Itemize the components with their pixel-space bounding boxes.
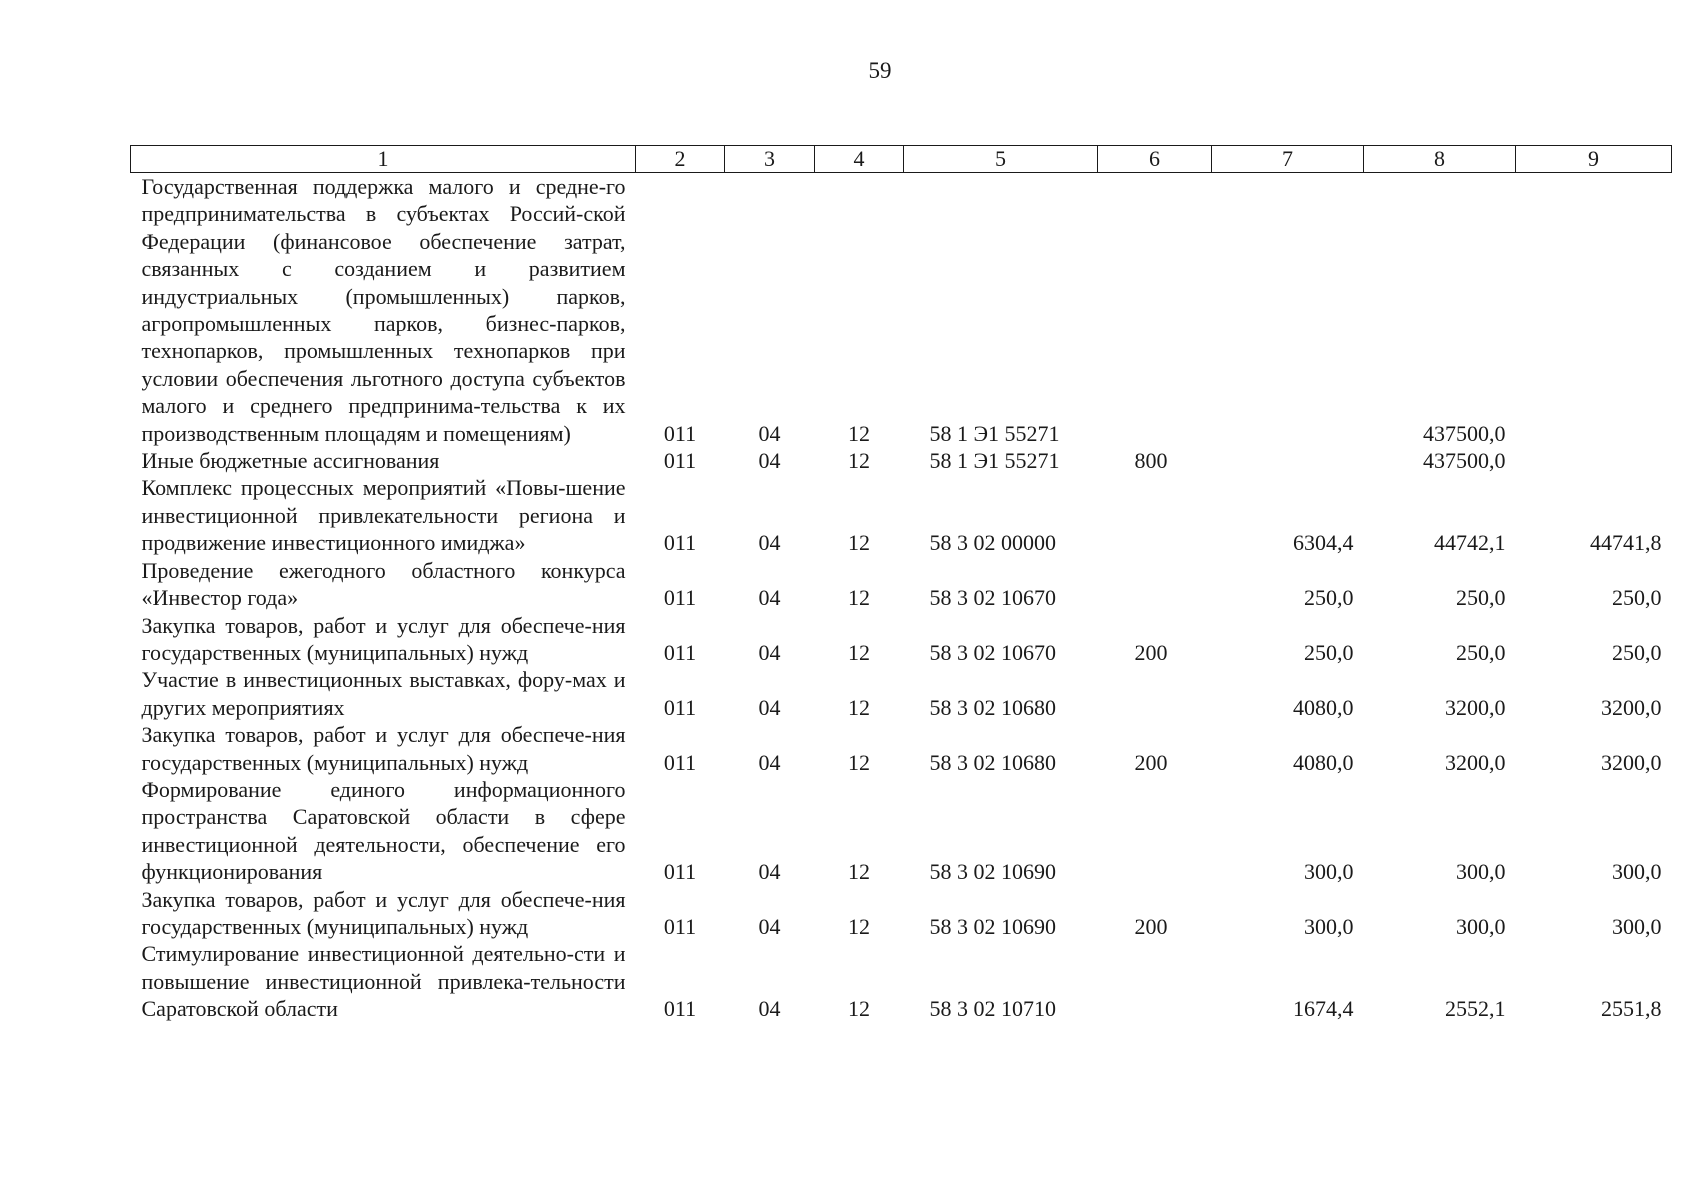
ministry-code: 011: [663, 913, 697, 939]
subsection-code: 12: [848, 996, 870, 1022]
section-code: 04: [758, 694, 781, 720]
table-row: [131, 474, 1672, 556]
column-header-3: 3: [725, 146, 815, 173]
target-article-code: 58 3 02 10680: [929, 749, 1056, 775]
row-name: Закупка товаров, работ и услуг для обеспече-ния государственных (муниципальных) нужд: [141, 886, 626, 939]
section-code: 04: [758, 749, 781, 775]
subsection-code: 12: [848, 448, 870, 474]
row-name: Формирование единого информационного пространства Саратовской области в сфере инвестиционной деятельности, обеспечение его функционирования: [141, 776, 626, 885]
row-name: Участие в инвестиционных выставках, фору-мах и других мероприятиях: [141, 667, 626, 720]
ministry-code: 011: [663, 420, 697, 446]
row-name: Закупка товаров, работ и услуг для обеспече-ния государственных (муниципальных) нужд: [141, 612, 626, 665]
expense-type-code: [1098, 557, 1212, 612]
ministry-code: 011: [663, 749, 697, 775]
subsection-code: 12: [848, 913, 870, 939]
column-header-7: 7: [1212, 146, 1364, 173]
amount-col-8: 437500,0: [1423, 448, 1506, 474]
row-name: Государственная поддержка малого и средне-го предпринимательства в субъектах Россий-ской Федерации (финансовое обеспечение затрат, связанных с созданием и развитием индустриальных (промышленных) парков, агропромышленных парков, бизнес-парков, технопарков, промышленных технопарков при условии обеспечения льготного доступа субъектов малого и среднего предпринима-тельства к их производственным площадям и помещениям): [141, 174, 626, 446]
row-name: Иные бюджетные ассигнования: [141, 448, 440, 474]
section-code: 04: [758, 639, 781, 665]
amount-col-9: 3200,0: [1601, 749, 1662, 775]
amount-col-8: 300,0: [1456, 913, 1506, 939]
column-header-1: 1: [131, 146, 636, 173]
section-code: 04: [758, 585, 781, 611]
amount-col-7: 4080,0: [1293, 749, 1354, 775]
subsection-code: 12: [848, 694, 870, 720]
amount-col-7: 4080,0: [1293, 694, 1354, 720]
column-header-5: 5: [904, 146, 1098, 173]
expense-type-code: [1098, 776, 1212, 886]
amount-col-7: 1674,4: [1293, 996, 1354, 1022]
amount-col-7: [1212, 447, 1364, 474]
row-name: Комплекс процессных мероприятий «Повы-шение инвестиционной привлекательности региона и продвижение инвестиционного имиджа»: [141, 475, 626, 556]
amount-col-7: 250,0: [1304, 585, 1354, 611]
expense-type-code: 200: [1134, 749, 1168, 775]
table-row: [131, 666, 1672, 721]
amount-col-7: [1212, 173, 1364, 448]
amount-col-7: 300,0: [1304, 913, 1354, 939]
column-header-8: 8: [1364, 146, 1516, 173]
amount-col-9: 3200,0: [1601, 694, 1662, 720]
amount-col-8: 3200,0: [1445, 749, 1506, 775]
row-name: Проведение ежегодного областного конкурса «Инвестор года»: [141, 557, 626, 611]
ministry-code: 011: [663, 694, 697, 720]
amount-col-8: 300,0: [1456, 859, 1506, 885]
section-code: 04: [758, 530, 781, 556]
amount-col-9: 250,0: [1612, 585, 1662, 611]
ministry-code: 011: [663, 859, 697, 885]
budget-table: [130, 145, 1672, 1023]
column-header-2: 2: [636, 146, 725, 173]
table-row: [131, 721, 1672, 776]
amount-col-9: 44741,8: [1590, 530, 1662, 556]
target-article-code: 58 3 02 10690: [929, 913, 1056, 939]
subsection-code: 12: [848, 585, 870, 611]
section-code: 04: [758, 420, 781, 446]
expense-type-code: 800: [1134, 448, 1168, 474]
amount-col-8: 250,0: [1456, 585, 1506, 611]
target-article-code: 58 3 02 10680: [929, 694, 1056, 720]
expense-type-code: 200: [1134, 913, 1168, 939]
target-article-code: 58 3 02 10710: [929, 996, 1056, 1022]
amount-col-8: 3200,0: [1445, 694, 1506, 720]
ministry-code: 011: [663, 639, 697, 665]
target-article-code: 58 3 02 10670: [929, 585, 1056, 611]
subsection-code: 12: [848, 420, 870, 446]
row-name: Стимулирование инвестиционной деятельно-сти и повышение инвестиционной привлека-тельности Саратовской области: [141, 941, 626, 1022]
section-code: 04: [758, 859, 781, 885]
amount-col-7: 250,0: [1304, 639, 1354, 665]
ministry-code: 011: [663, 530, 697, 556]
expense-type-code: [1098, 173, 1212, 448]
section-code: 04: [758, 448, 781, 474]
amount-col-7: 6304,4: [1293, 530, 1354, 556]
target-article-code: 58 1 Э1 55271: [929, 420, 1060, 446]
row-name: Закупка товаров, работ и услуг для обеспече-ния государственных (муниципальных) нужд: [141, 722, 626, 775]
column-header-4: 4: [815, 146, 904, 173]
amount-col-8: 250,0: [1456, 639, 1506, 665]
amount-col-9: 250,0: [1612, 639, 1662, 665]
ministry-code: 011: [663, 585, 697, 611]
table-row: [131, 776, 1672, 886]
column-header-9: 9: [1516, 146, 1672, 173]
expense-type-code: [1098, 474, 1212, 556]
target-article-code: 58 3 02 10670: [929, 639, 1056, 665]
target-article-code: 58 3 02 00000: [929, 530, 1056, 556]
section-code: 04: [758, 996, 781, 1022]
expense-type-code: [1098, 940, 1212, 1022]
subsection-code: 12: [848, 639, 870, 665]
amount-col-8: 437500,0: [1423, 420, 1506, 446]
expense-type-code: 200: [1134, 639, 1168, 665]
column-header-6: 6: [1098, 146, 1212, 173]
table-row: [131, 886, 1672, 941]
page-number: 59: [868, 58, 892, 83]
table-row: [131, 447, 1672, 474]
subsection-code: 12: [848, 859, 870, 885]
amount-col-8: 44742,1: [1434, 530, 1506, 556]
amount-col-8: 2552,1: [1445, 996, 1506, 1022]
subsection-code: 12: [848, 749, 870, 775]
amount-col-9: 2551,8: [1601, 996, 1662, 1022]
target-article-code: 58 3 02 10690: [929, 859, 1056, 885]
ministry-code: 011: [663, 996, 697, 1022]
expense-type-code: [1098, 666, 1212, 721]
amount-col-9: 300,0: [1612, 913, 1662, 939]
header-row: [131, 146, 1672, 173]
subsection-code: 12: [848, 530, 870, 556]
amount-col-9: [1516, 173, 1672, 448]
table-row: [131, 612, 1672, 667]
target-article-code: 58 1 Э1 55271: [929, 448, 1060, 474]
amount-col-9: [1516, 447, 1672, 474]
amount-col-7: 300,0: [1304, 859, 1354, 885]
section-code: 04: [758, 913, 781, 939]
table-row: [131, 940, 1672, 1022]
ministry-code: 011: [663, 448, 697, 474]
table-row: [131, 173, 1672, 448]
table-row: [131, 557, 1672, 612]
amount-col-9: 300,0: [1612, 859, 1662, 885]
